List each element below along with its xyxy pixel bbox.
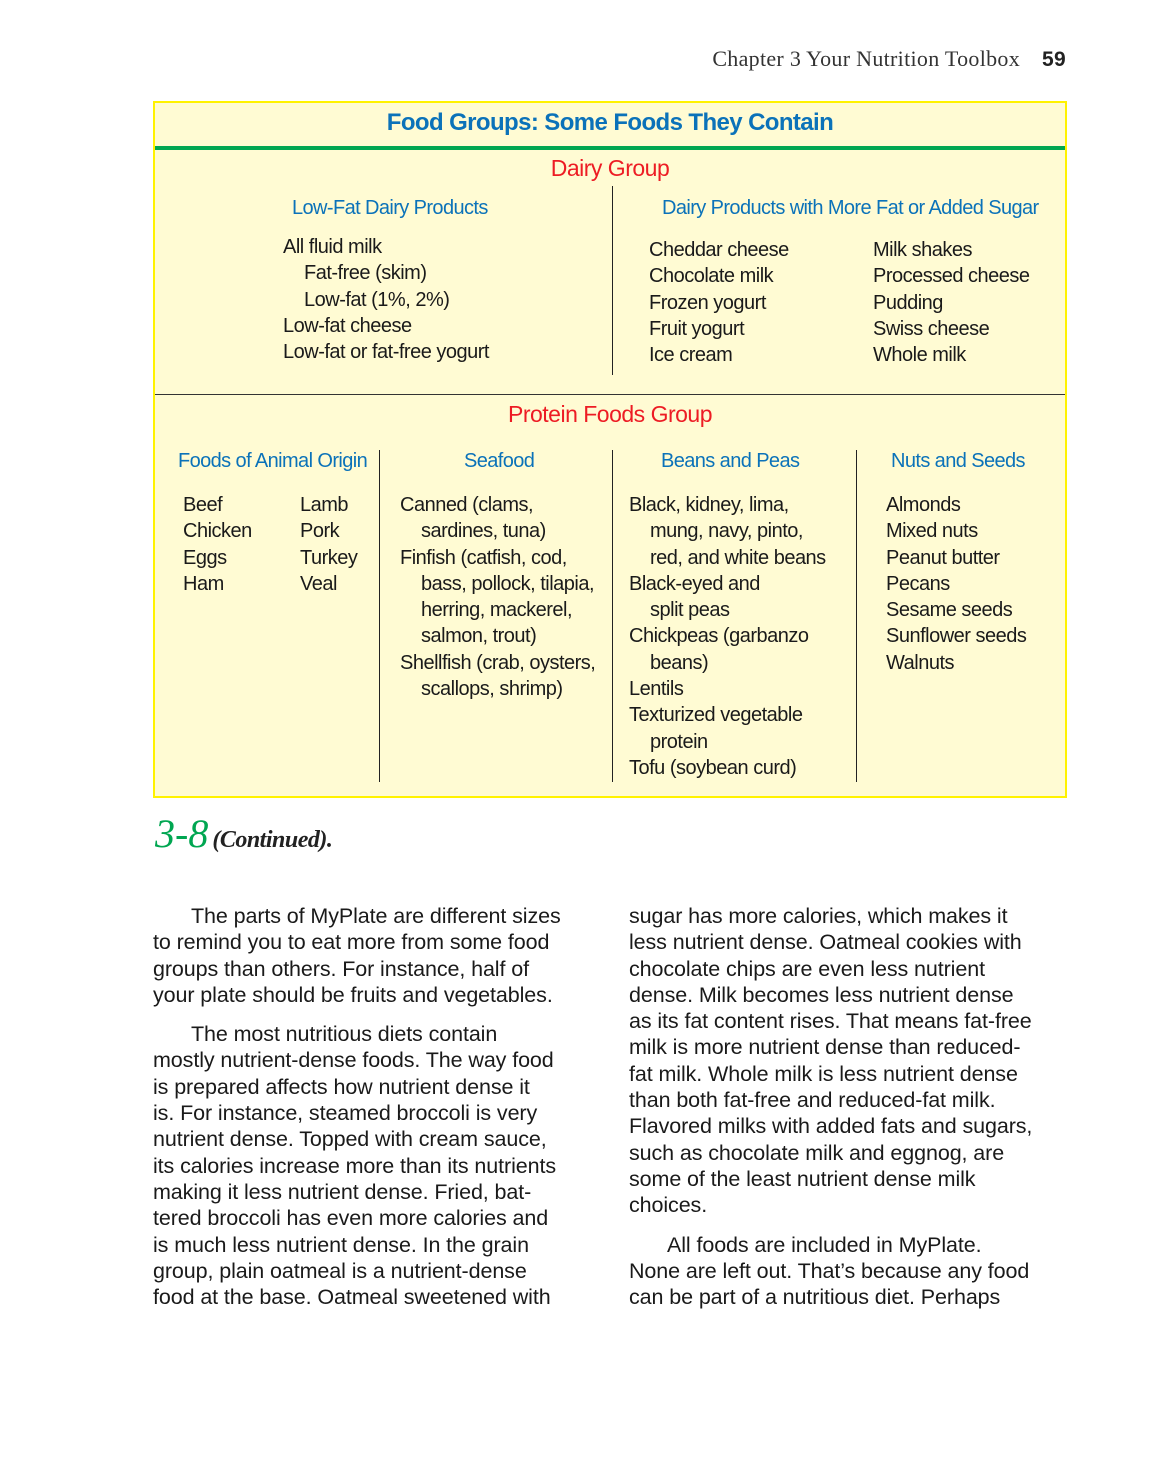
text-line: as its fat content rises. That means fat-free [629,1009,1032,1034]
food-groups-figure [153,101,1067,798]
list-item: Eggs [183,546,227,569]
body-column-left [153,903,561,1323]
page-number: 59 [1042,48,1066,71]
text-line: than both fat-free and reduced-fat milk. [629,1088,996,1113]
list-item: Veal [300,572,337,595]
list-item: split peas [650,599,730,622]
list-item: Pudding [873,291,943,314]
list-item: Low-fat (1%, 2%) [304,288,450,311]
paragraph [153,1021,561,1310]
list-item: sardines, tuna) [421,520,546,543]
title-divider [155,146,1065,150]
list-item: bass, pollock, tilapia, [421,572,595,595]
list-item: Almonds [886,494,961,516]
text-line: None are left out. That’s because any food [629,1258,1030,1283]
text-line: fat milk. Whole milk is less nutrient dense [629,1061,1018,1086]
list-item: Pork [300,520,340,543]
text-line: mostly nutrient-dense foods. The way food [153,1048,554,1073]
list-item: salmon, trout) [421,625,537,648]
list-item: Chocolate milk [649,265,774,288]
list-item: mung, navy, pinto, [650,520,803,543]
animal-list-2 [300,492,357,597]
text-line: its calories increase more than its nutrients [153,1153,556,1178]
text-line: group, plain oatmeal is a nutrient-dense [153,1258,527,1283]
list-item: Sesame seeds [886,599,1013,622]
list-item: Canned (clams, [400,494,534,516]
seafood-heading: Seafood [464,450,535,472]
list-item: Fruit yogurt [649,317,745,340]
list-item: Peanut butter [886,546,1000,569]
list-item: Fat-free (skim) [304,262,427,285]
figure-number: 3-8 [155,811,209,856]
more-fat-dairy-heading: Dairy Products with More Fat or Added Sugar [662,197,1039,219]
text-line: making it less nutrient dense. Fried, bat- [153,1179,532,1204]
caption-text: (Continued). [212,827,333,853]
text-line: The parts of MyPlate are different sizes [191,904,561,928]
animal-origin-heading: Foods of Animal Origin [178,450,368,472]
more-fat-dairy-list-1 [649,237,789,368]
list-item: Finfish (catfish, cod, [400,546,567,569]
column-divider [612,450,613,782]
list-item: Walnuts [886,651,955,674]
text-line: some of the least nutrient dense milk [629,1166,976,1191]
section-divider [155,394,1065,395]
nuts-list [886,492,1026,676]
paragraph [629,903,1032,1219]
list-item: Pecans [886,572,950,595]
list-item: Ham [183,572,224,595]
paragraph [153,903,561,1008]
low-fat-dairy-heading: Low-Fat Dairy Products [292,197,488,219]
text-line: less nutrient dense. Oatmeal cookies with [629,930,1022,955]
text-line: to remind you to eat more from some food [153,930,550,955]
list-item: Tofu (soybean curd) [629,756,797,779]
text-line: dense. Milk becomes less nutrient dense [629,982,1014,1007]
nuts-heading: Nuts and Seeds [891,450,1025,472]
list-item: Low-fat or fat-free yogurt [283,341,489,364]
list-item: Lentils [629,678,684,701]
list-item: Milk shakes [873,239,972,261]
beans-heading: Beans and Peas [661,450,800,472]
figure-title: Food Groups: Some Foods They Contain [386,109,834,136]
chapter-title: Chapter 3 Your Nutrition Toolbox [712,46,1021,71]
list-item: beans) [650,651,709,674]
list-item: scallops, shrimp) [421,678,563,701]
text-line: chocolate chips are even less nutrient [629,956,985,981]
list-item: Chickpeas (garbanzo [629,625,809,648]
text-line: such as chocolate milk and eggnog, are [629,1140,1005,1165]
text-line: your plate should be fruits and vegetables. [153,982,553,1007]
list-item: Mixed nuts [886,520,978,543]
figure-caption [155,810,332,857]
text-line: is prepared affects how nutrient dense it [153,1074,530,1099]
text-line: Flavored milks with added fats and sugars, [629,1114,1033,1139]
list-item: Black-eyed and [629,572,760,595]
text-line: nutrient dense. Topped with cream sauce, [153,1127,547,1152]
list-item: Beef [183,494,223,516]
text-line: milk is more nutrient dense than reduced- [629,1035,1021,1060]
list-item: Lamb [300,494,349,516]
list-item: Texturized vegetable [629,704,803,727]
low-fat-dairy-list [283,234,489,365]
text-line: is much less nutrient dense. In the grain [153,1232,529,1257]
list-item: herring, mackerel, [421,599,573,622]
paragraph [629,1232,1032,1311]
body-column-right [629,903,1032,1323]
list-item: Swiss cheese [873,317,990,340]
text-line: sugar has more calories, which makes it [629,904,1008,928]
list-item: Ice cream [649,344,733,367]
animal-list-1 [183,492,252,597]
list-item: Chicken [183,520,252,543]
list-item: All fluid milk [283,236,382,258]
text-line: All foods are included in MyPlate. [667,1232,982,1257]
text-line: food at the base. Oatmeal sweetened with [153,1285,551,1310]
list-item: Sunflower seeds [886,625,1027,648]
seafood-list [400,492,595,702]
text-line: groups than others. For instance, half of [153,956,529,981]
text-line: choices. [629,1193,708,1218]
column-divider [612,186,613,375]
text-line: is. For instance, steamed broccoli is very [153,1101,538,1126]
list-item: Frozen yogurt [649,291,766,314]
beans-list [629,492,826,781]
column-divider [379,450,380,782]
list-item: red, and white beans [650,546,826,569]
list-item: protein [650,730,708,753]
list-item: Cheddar cheese [649,239,789,261]
list-item: Turkey [300,546,358,569]
text-line: The most nutritious diets contain [191,1022,498,1047]
list-item: Whole milk [873,344,966,367]
text-line: can be part of a nutritious diet. Perhaps [629,1285,1001,1310]
list-item: Black, kidney, lima, [629,494,789,516]
running-header [712,46,1066,72]
list-item: Shellfish (crab, oysters, [400,651,596,674]
text-line: tered broccoli has even more calories and [153,1206,549,1231]
list-item: Low-fat cheese [283,314,412,337]
column-divider [856,450,857,782]
list-item: Processed cheese [873,265,1030,288]
dairy-group-title: Dairy Group [550,155,670,181]
protein-group-title: Protein Foods Group [507,401,712,427]
more-fat-dairy-list-2 [873,237,1030,368]
